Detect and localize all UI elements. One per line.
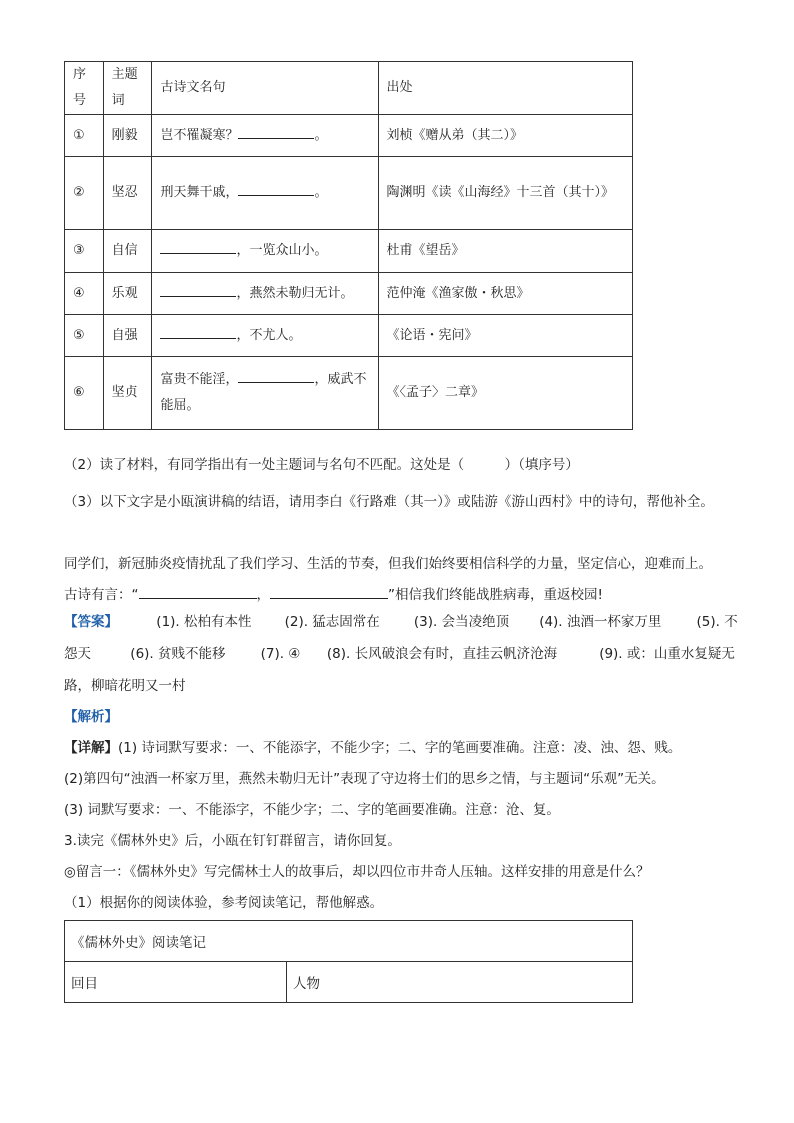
notes-title-row: [65, 921, 633, 962]
table-row: [65, 315, 633, 357]
answer-item: (1). 松柏有本性: [156, 614, 252, 630]
fill-blank[interactable]: [160, 239, 236, 254]
speech-text: 同学们，新冠肺炎疫情扰乱了我们学习、生活的节奏，但我们始终要相信科学的力量，坚定信心，迎难而上。古诗有言：“ ， ”相信我们终能战胜病毒，重返校园!: [64, 556, 712, 603]
answers-line-1: [64, 612, 738, 632]
answer-item: (6). 贫贱不能移: [130, 646, 226, 662]
fill-blank[interactable]: [139, 584, 257, 599]
answer-item: (4). 浊酒一杯家万里: [539, 614, 662, 630]
table-row: [65, 115, 633, 157]
answer-item: (7). ④: [260, 646, 301, 662]
answer-tag: 【答案】: [64, 614, 118, 630]
row-source: 刘桢《赠从弟（其二）》: [378, 115, 632, 157]
row-num: ④: [65, 273, 104, 315]
notes-header-row: [65, 962, 633, 1003]
fill-blank[interactable]: [238, 368, 314, 383]
row-num: ⑤: [65, 315, 104, 357]
sub-question-1: （1）根据你的阅读体验，参考阅读笔记，帮他解惑。: [64, 895, 384, 911]
table-row: [65, 157, 633, 230]
notes-col-chapter: 回目: [65, 962, 287, 1003]
detail-line-3: (3) 词默写要求：一、不能添字，不能少字；二、字的笔画要准确。注意：沧、复。: [64, 802, 560, 818]
table-row: [65, 357, 633, 430]
row-source: 《〈孟子〉二章》: [378, 357, 632, 430]
detail-line-1: 【详解】(1) 诗词默写要求：一、不能添字，不能少字；二、字的笔画要准确。注意：凌、浊、怨、贱。: [64, 740, 682, 756]
row-theme: 刚毅: [103, 115, 152, 157]
row-line: ，燕然未勒归无计。: [152, 273, 378, 315]
answers-line-2: [64, 644, 735, 664]
reading-notes-table: [64, 920, 633, 1003]
answer-item: (3). 会当凌绝顶: [413, 614, 510, 630]
row-line: ，一览众山小。: [152, 230, 378, 273]
analysis-tag: 【解析】: [64, 709, 118, 725]
table-row: [65, 230, 633, 273]
row-num: ①: [65, 115, 104, 157]
row-theme: 自信: [103, 230, 152, 273]
row-theme: 坚忍: [103, 157, 152, 230]
table-header-row: [65, 62, 633, 115]
header-theme: 主题词: [103, 62, 152, 115]
answer-item: (8). 长风破浪会有时，直挂云帆济沧海: [326, 646, 558, 662]
notes-col-character: 人物: [287, 962, 633, 1003]
question-3: （3）以下文字是小瓯演讲稿的结语，请用李白《行路难（其一）》或陆游《游山西村》中的诗句，帮他补全。: [64, 494, 714, 510]
fill-blank[interactable]: [160, 324, 236, 339]
question-next: 3.读完《儒林外史》后，小瓯在钉钉群留言，请你回复。: [64, 833, 401, 849]
row-line: 刑天舞干戚， 。: [152, 157, 378, 230]
answer-item: (2). 猛志固常在: [284, 614, 380, 630]
row-theme: 乐观: [103, 273, 152, 315]
row-theme: 自强: [103, 315, 152, 357]
row-source: 范仲淹《渔家傲・秋思》: [378, 273, 632, 315]
row-source: 《论语・宪问》: [378, 315, 632, 357]
answer-item: (9). 或：山重水复疑无: [599, 646, 735, 662]
fill-blank[interactable]: [238, 124, 314, 139]
answer-item: (5). 不: [696, 614, 738, 630]
row-theme: 坚贞: [103, 357, 152, 430]
row-source: 陶渊明《读《山海经》十三首（其十）》: [378, 157, 632, 230]
question-2: （2）读了材料，有同学指出有一处主题词与名句不匹配。这处是（ ）（填序号）: [64, 457, 579, 473]
row-line: ，不尤人。: [152, 315, 378, 357]
answers-line-3: 路，柳暗花明又一村: [64, 678, 186, 694]
message-1: ◎留言一：《儒林外史》写完儒林士人的故事后，却以四位市井奇人压轴。这样安排的用意是什么？: [64, 864, 650, 880]
header-source: 出处: [378, 62, 632, 115]
row-line: 富贵不能淫， ，威武不能屈。: [152, 357, 378, 430]
row-num: ②: [65, 157, 104, 230]
row-num: ③: [65, 230, 104, 273]
row-num: ⑥: [65, 357, 104, 430]
row-line: 岂不罹凝寒？ 。: [152, 115, 378, 157]
header-line: 古诗文名句: [152, 62, 378, 115]
header-num: 序号: [65, 62, 104, 115]
row-source: 杜甫《望岳》: [378, 230, 632, 273]
fill-blank[interactable]: [238, 181, 314, 196]
detail-line-2: (2)第四句“浊酒一杯家万里，燕然未勒归无计”表现了守边将士们的思乡之情，与主题词“乐观”无关。: [64, 771, 665, 787]
fill-blank[interactable]: [160, 282, 236, 297]
table-row: [65, 273, 633, 315]
fill-blank[interactable]: [270, 584, 388, 599]
notes-title: 《儒林外史》阅读笔记: [65, 921, 633, 962]
answer-item: 怨天: [64, 646, 91, 662]
poem-table: [64, 61, 633, 430]
